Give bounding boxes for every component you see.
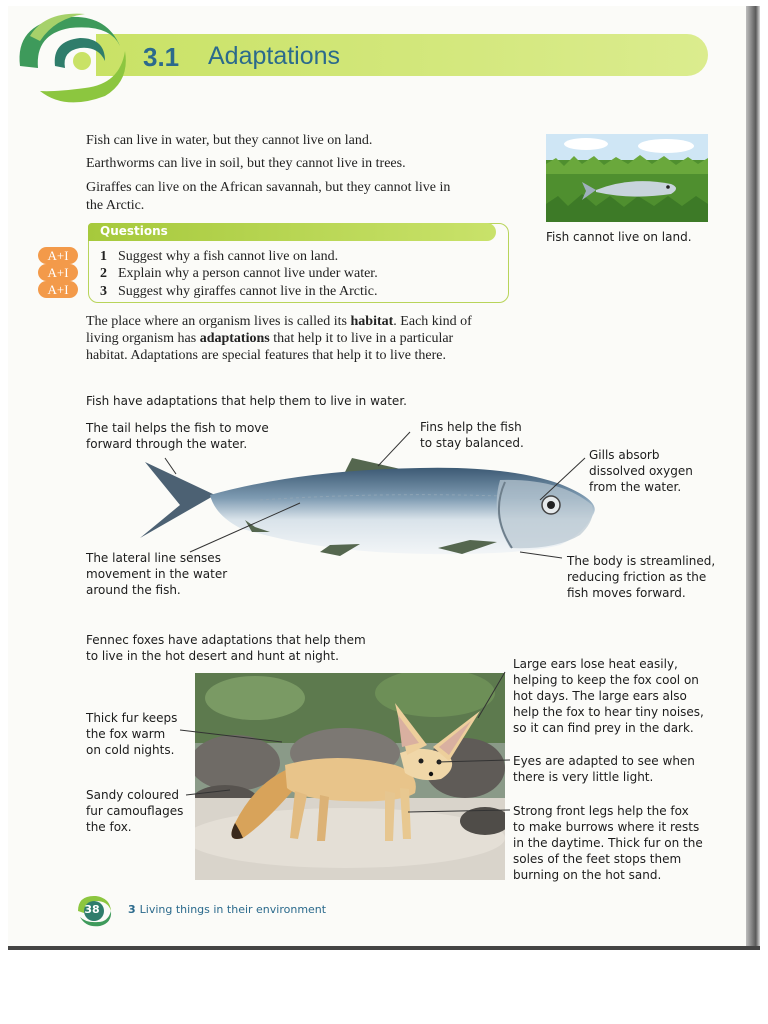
habitat-term: habitat <box>350 314 394 329</box>
label-line: The body is streamlined, <box>567 554 716 568</box>
label-line: movement in the water <box>86 567 228 581</box>
intro-line: the Arctic. <box>86 198 145 213</box>
label-line: to stay balanced. <box>420 436 524 450</box>
label-line: on cold nights. <box>86 743 175 757</box>
label-line: soles of the feet stops them <box>513 852 682 866</box>
habitat-line: habitat. Adaptations are special features that help it to live there. <box>86 348 446 363</box>
label-line: fur camouflages <box>86 804 184 818</box>
label-line: reducing friction as the <box>567 570 707 584</box>
label-line: help the fox to hear tiny noises, <box>513 705 704 719</box>
question-number: 1 <box>100 249 107 264</box>
label-line: forward through the water. <box>86 437 248 451</box>
fish-diagram-heading: Fish have adaptations that help them to live in water. <box>86 394 407 408</box>
ai-badge: A+I <box>38 264 78 281</box>
label-line: Fins help the fish <box>420 420 522 434</box>
label-line: Gills absorb <box>589 448 660 462</box>
ai-badge: A+I <box>38 247 78 264</box>
chapter-number: 3 <box>128 903 136 916</box>
ai-badge: A+I <box>38 281 78 298</box>
label-line: Eyes are adapted to see when <box>513 754 695 768</box>
fox-ears-label <box>513 656 704 736</box>
label-line: in the daytime. Thick fur on the <box>513 836 703 850</box>
fish-photo-caption: Fish cannot live on land. <box>546 230 692 244</box>
page-number: 38 <box>84 903 100 916</box>
label-line: helping to keep the fox cool on <box>513 673 699 687</box>
question-number: 2 <box>100 266 107 281</box>
intro-line: Giraffes can live on the African savannah, but they cannot live in <box>86 180 451 195</box>
label-line: Large ears lose heat easily, <box>513 657 678 671</box>
intro-line: Earthworms can live in soil, but they cannot live in trees. <box>86 156 406 171</box>
label-line: around the fish. <box>86 583 181 597</box>
adaptations-term: adaptations <box>199 331 270 346</box>
label-line: The tail helps the fish to move <box>86 421 269 435</box>
section-number: 3.1 <box>143 42 180 72</box>
label-line: Strong front legs help the fox <box>513 804 689 818</box>
habitat-text: The place where an organism lives is called its <box>86 314 351 329</box>
label-line: so it can find prey in the dark. <box>513 721 694 735</box>
habitat-text: living organism has <box>86 331 200 346</box>
leader-line <box>180 730 282 742</box>
leader-line <box>186 790 230 795</box>
leader-line <box>408 810 510 812</box>
label-line: from the water. <box>589 480 682 494</box>
label-line: Thick fur keeps <box>86 711 178 725</box>
label-line: to make burrows where it rests <box>513 820 700 834</box>
label-line: the fox warm <box>86 727 166 741</box>
habitat-text: that help it to live in a particular <box>269 331 454 346</box>
label-line: The lateral line senses <box>86 551 221 565</box>
label-line: burning on the hot sand. <box>513 868 662 882</box>
fox-eyes-label <box>513 753 695 785</box>
label-line: dissolved oxygen <box>589 464 693 478</box>
fox-fur-label <box>86 710 177 758</box>
label-line: Sandy coloured <box>86 788 179 802</box>
leader-line <box>478 672 505 718</box>
chapter-title: Living things in their environment <box>139 903 327 916</box>
fox-sandy-fur-label <box>86 787 183 835</box>
leader-line <box>438 760 510 762</box>
chapter-footer <box>128 903 326 916</box>
question-text: Suggest why giraffes cannot live in the Arctic. <box>118 284 378 299</box>
label-line: fish moves forward. <box>567 586 686 600</box>
label-line: hot days. The large ears also <box>513 689 687 703</box>
question-text: Explain why a person cannot live under water. <box>118 266 378 281</box>
questions-heading: Questions <box>100 224 168 238</box>
section-title: Adaptations <box>208 42 341 70</box>
label-line: there is very little light. <box>513 770 654 784</box>
intro-line: Fish can live in water, but they cannot live on land. <box>86 133 373 148</box>
question-text: Suggest why a fish cannot live on land. <box>118 249 339 264</box>
label-line: the fox. <box>86 820 132 834</box>
fox-legs-label <box>513 803 703 883</box>
heading-line: Fennec foxes have adaptations that help them <box>86 633 366 647</box>
habitat-text: . Each kind of <box>393 314 472 329</box>
heading-line: to live in the hot desert and hunt at night. <box>86 649 339 663</box>
question-number: 3 <box>100 284 107 299</box>
